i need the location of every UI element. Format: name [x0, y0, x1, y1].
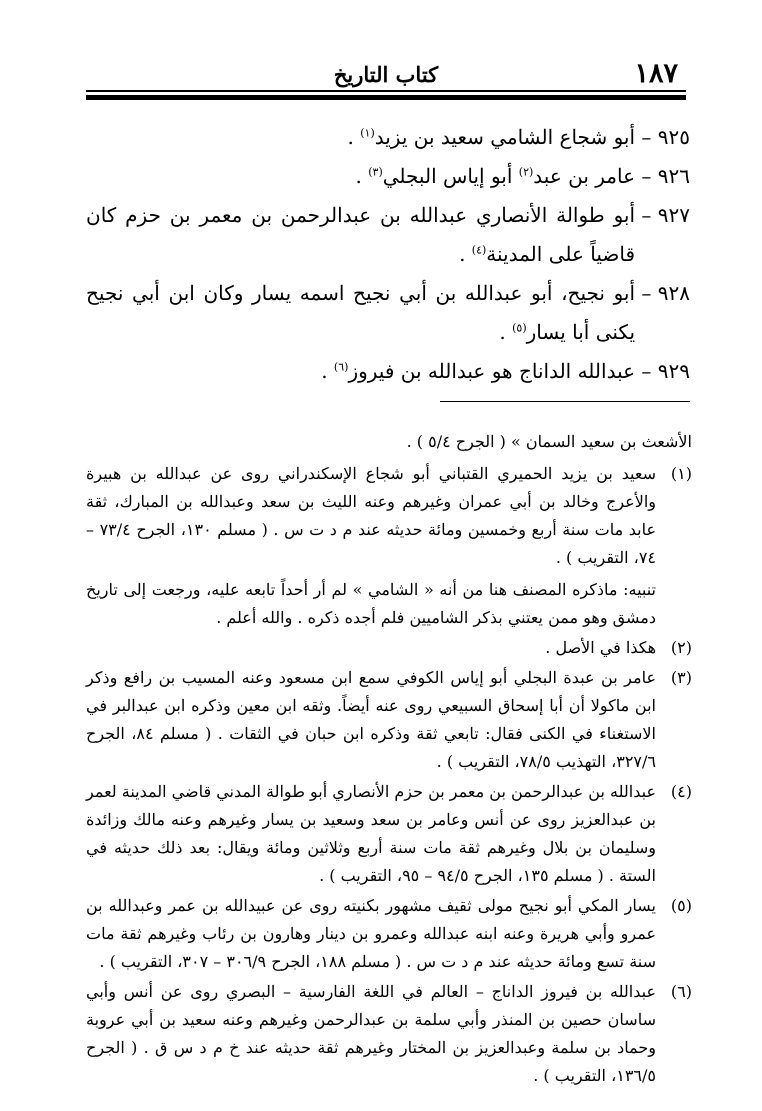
- footnote-remark: تنبيه: ماذكره المصنف هنا من أنه « الشامي » لم أر أحداً تابعه عليه، ورجعت إلى تاريخ دمشق وهو ممن يعتني بذكر الشاميين فلم أجده ذكره . والله أعلم .: [86, 580, 656, 627]
- header-rule-thick: [86, 95, 686, 100]
- header-rule-thin: [86, 90, 686, 92]
- footnote-number: (٣): [670, 668, 692, 687]
- entry-number: ٩٢٩ –: [641, 359, 690, 383]
- footnote-number: (٤): [670, 782, 692, 801]
- footnote-text: عبدالله بن عبدالرحمن بن معمر بن حزم الأنصاري أبو طوالة المدني قاضي المدينة لعمر بن عبدالعزيز روى عن أنس وعامر بن سعد وسعيد بن يسار وغيرهم وعنه مالك وزائدة وسليمان بن بلال وغيرهم ثقة مات سنة أربع وثلاثين ومائة ويقال: بعد ذلك حديثه في الستة . ( مسلم ١٣٥، الجرح ٩٤/٥ – ٩٥، التقريب ) .: [85, 782, 656, 885]
- footnote-carryover: الأشعث بن سعيد السمان » ( الجرح ٥/٤ ) .: [406, 432, 692, 451]
- footnote-2: [86, 634, 692, 662]
- entry-end: .: [459, 242, 472, 266]
- footnotes-section: [86, 428, 692, 1090]
- entry-text: أبو نجيح، أبو عبدالله بن أبي نجيح اسمه يسار وكان ابن أبي نجيح يكنى أبا يسار: [86, 281, 636, 344]
- entry-end: .: [355, 164, 369, 188]
- footnote-number: (٥): [670, 896, 692, 915]
- entry-number: ٩٢٦ –: [641, 164, 690, 188]
- footnote-ref: (٤): [471, 243, 487, 257]
- footnote-text: يسار المكي أبو نجيح مولى ثقيف مشهور بكنيته روى عن عبيدالله بن عمر وعبدالله بن عمرو وأبي هريرة وعنه ابنه عبدالله وعمرو بن دينار وهارون بن رئاب وغيرهم ثقة مات سنة تسع ومائة حديثه عند م د ت س . ( مسلم ١٨٨، الجرح ٣٠٦/٩ – ٣٠٧، التقريب ) .: [86, 896, 657, 971]
- footnote-5: [86, 892, 692, 976]
- footnote-number: (١): [670, 464, 692, 483]
- entry-927: [86, 196, 690, 274]
- footnote-text: سعيد بن يزيد الحميري القتباني أبو شجاع الإسكندراني روى عن عبدالله بن هبيرة والأعرج وخالد بن أبي عمران وغيرهم وعنه الليث بن سعد وعبدالله بن المبارك، ثقة عابد مات سنة أربع وخمسين ومائة حديثه عند م د ت س . ( مسلم ١٣٠، الجرح ٧٣/٤ – ٧٤، التقريب ) .: [86, 464, 657, 567]
- entry-number: ٩٢٥ –: [641, 125, 690, 149]
- footnote-ref: (٦): [333, 360, 349, 374]
- footnote-ref: (٢): [518, 165, 534, 179]
- footnote-ref: (٥): [512, 321, 527, 335]
- footnote-ref: (١): [360, 126, 375, 140]
- footnote-text: عامر بن عبدة البجلي أبو إياس الكوفي سمع ابن مسعود وعنه المسيب بن رافع وذكر ابن ماكولا أن أبا إسحاق السبيعي روى عنه أيضاً. وثقه ابن معين وذكره ابن عبدالبر في الاستغناء في الكنى فقال: تابعي ثقة وذكره ابن حبان في الثقات . ( مسلم ٨٤، الجرح ٣٢٧/٦، التهذيب ٧٨/٥، التقريب ) .: [86, 668, 656, 771]
- footnote-4: [86, 778, 692, 890]
- entry-text: عبدالله الداناج هو عبدالله بن فيروز: [348, 359, 636, 383]
- entry-end: .: [347, 125, 361, 149]
- entry-text: أبو طوالة الأنصاري عبدالله بن عبدالرحمن بن معمر بن حزم كان قاضياً على المدينة: [86, 203, 636, 266]
- page-number: ١٨٧: [634, 58, 678, 89]
- footnote-text: هكذا في الأصل .: [545, 638, 656, 657]
- entry-text: أبو شجاع الشامي سعيد بن يزيد: [374, 125, 636, 149]
- entry-end: .: [321, 359, 334, 383]
- entry-925: [86, 118, 690, 157]
- entry-926: [86, 157, 690, 196]
- footnote-number: (٦): [670, 982, 692, 1001]
- entry-number: ٩٢٨ –: [641, 281, 690, 305]
- entries-list: [86, 118, 690, 391]
- entry-number: ٩٢٧ –: [641, 203, 690, 227]
- footnote-divider: [440, 401, 690, 402]
- footnote-number: (٢): [670, 638, 692, 657]
- footnote-ref: (٣): [368, 165, 383, 179]
- entry-929: [86, 352, 690, 391]
- entry-end: .: [499, 320, 513, 344]
- running-title: كتاب التاريخ: [333, 62, 439, 87]
- entry-928: [86, 274, 690, 352]
- footnote-1: [86, 460, 692, 632]
- entry-text: عامر بن عبد: [533, 164, 636, 188]
- footnote-6: [86, 978, 692, 1090]
- footnote-text: عبدالله بن فيروز الداناج – العالم في اللغة الفارسية – البصري روى عن أنس وأبي ساسان حصين بن المنذر وأبي سلمة بن عبدالرحمن وغيرهم وعنه سعيد بن أبي عروبة وحماد بن سلمة وعبدالعزيز بن المختار وغيرهم ثقة حديثه عند خ م د س ق . ( الجرح ١٣٦/٥، التقريب ) .: [86, 982, 656, 1085]
- entry-text-2: أبو إياس البجلي: [382, 164, 519, 188]
- page-header: [86, 58, 686, 88]
- footnote-3: [86, 664, 692, 776]
